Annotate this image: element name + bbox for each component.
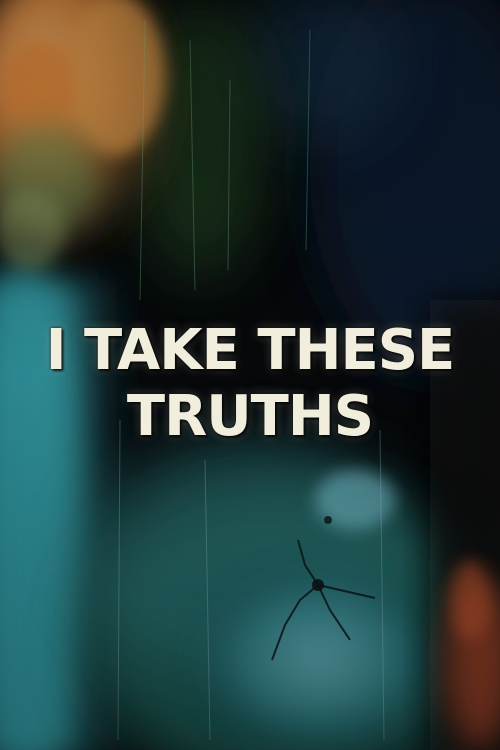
poster-title bbox=[0, 318, 500, 450]
title-line-1: I TAKE THESE bbox=[45, 318, 455, 383]
title-line-2: TRUTHS bbox=[126, 384, 374, 449]
